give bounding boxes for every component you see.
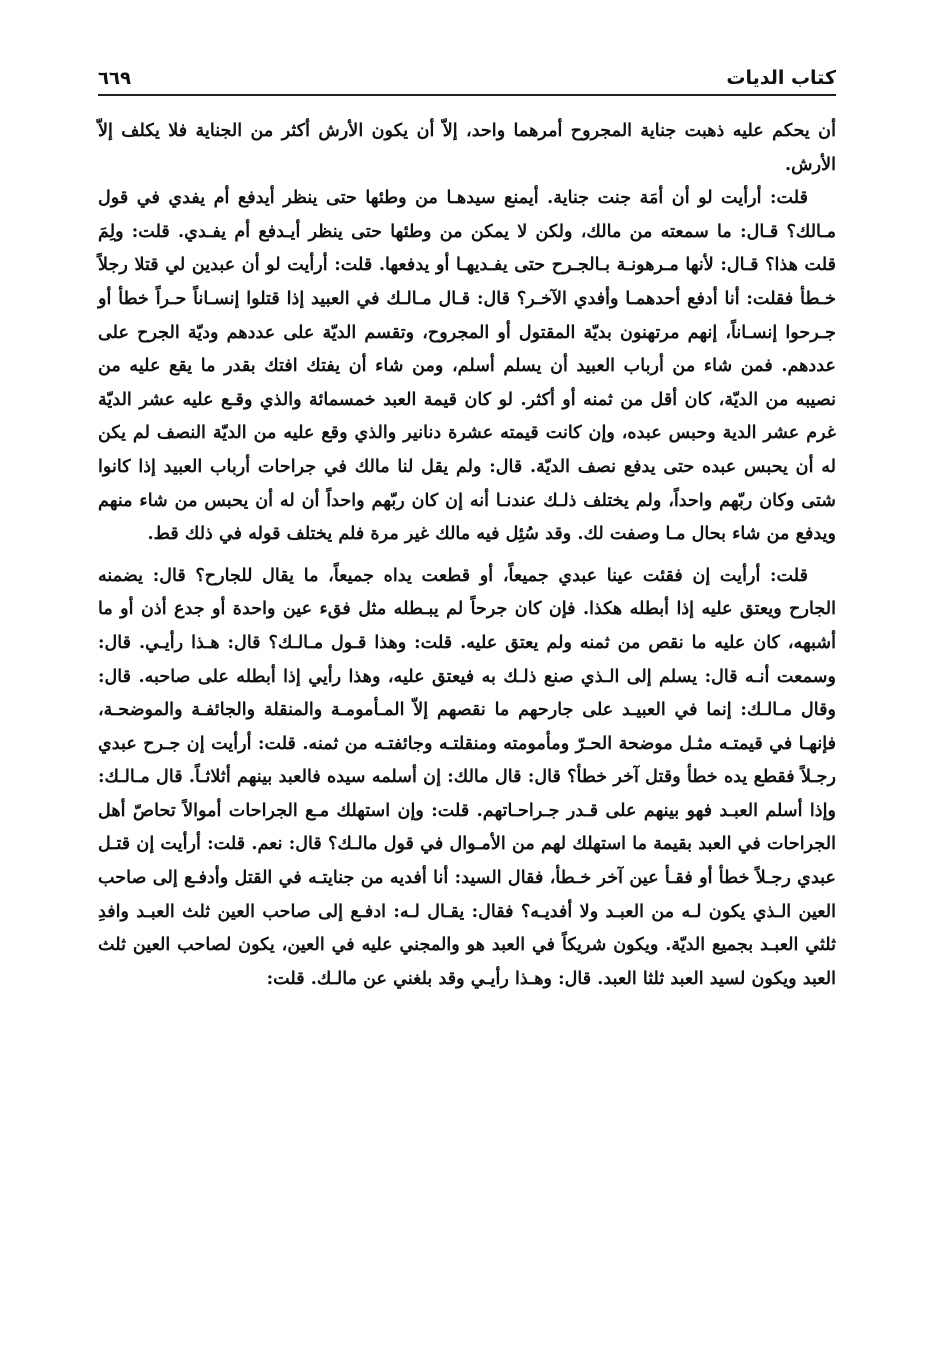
body-text bbox=[98, 114, 836, 995]
book-title: كتاب الديات bbox=[726, 67, 836, 89]
page-number: ٦٦٩ bbox=[98, 68, 131, 89]
paragraph: أن يحكم عليه ذهبت جناية المجروح أمرهما واحد، إلاّ أن يكون الأرش أكثر من الجناية فلا يكلف إلاّ الأرش. bbox=[98, 120, 836, 175]
paragraph: قلت: أرأيت إن فقئت عينا عبدي جميعاً، أو قطعت يداه جميعاً، ما يقال للجارح؟ قال: يضمنه الجارح ويعتق عليه إذا أبطله هكذا. فإن كان جرحاً لم يبـطله مثل فقء عين واحدة أو جدع أذن أو ما أشبهه، كان عليه ما نقص من ثمنه ولم يعتق عليه. قلت: وهذا قـول مـالـك؟ قال: هـذا رأيـي. قال: وسمعت أنـه قال: يسلم إلى الـذي صنع ذلـك به فيعتق عليه، وهذا رأيي إذا أبطله على صاحبه. قال: وقال مـالـك: إنما في العبيـد على جارحهم ما نقصهم إلاّ المـأمومـة والمنقلة والجائفـة والموضحـة، فإنهـا في قيمتـه مثـل موضحة الحـرّ ومأمومته ومنقلتـه وجائفتـه من ثمنه. قلت: أرأيت إن جـرح عبدي رجـلاً فقطع يده خطأ وقتل آخر خطأ؟ قال: قال مالك: إن أسلمه سيده فالعبد بينهم أثلاثـاً. قال مـالـك: وإذا أسلم العبـد فهو بينهم على قـدر جـراحـاتهم. قلت: وإن استهلك مـع الجراحات أموالاً تحاصّ أهل الجراحات في العبد بقيمة ما استهلك لهم من الأمـوال في قول مالـك؟ قال: نعم. قلت: أرأيت إن قتـل عبدي رجـلاً خطأ أو فقـأ عين آخر خـطأ، فقال السيد: أنا أفديه من جنايتـه في القتل وأدفـع إلى صاحب العين الـذي يكون لـه من العبـد ولا أفديـه؟ فقال: يقـال لـه: ادفـع إلى صاحب العين ثلث العبـد وافدِ ثلثي العبـد بجميع الديّة. ويكون شريكاً في العبد هو والمجني عليه في العين، يكون لصاحب العين ثلث العبد ويكون لسيد العبد ثلثا العبد. قال: وهـذا رأيـي وقد بلغني عن مالـك. قلت: bbox=[98, 564, 836, 989]
book-page bbox=[98, 56, 836, 1316]
running-header bbox=[98, 56, 836, 96]
paragraph: قلت: أرأيت لو أن أمَة جنت جناية. أيمنع سيدهـا من وطئها حتى ينظر أيدفع أم يفدي في قول مـالك؟ قـال: ما سمعته من مالك، ولكن لا يمكن من وطئها حتى ينظر أيـدفع أم يفـدي. قلت: ولِمَ قلت هذا؟ قـال: لأنها مـرهونـة بـالجـرح حتى يفـديهـا أو يدفعها. قلت: أرأيت لو أن عبدين لي قتلا رجلاً خـطأ فقلت: أنا أدفع أحدهمـا وأفدي الآخـر؟ قال: قـال مـالـك في العبيد إذا قتلوا إنسـاناً حـراً خطأ أو جـرحوا إنسـاناً، إنهم مرتهنون بديّة المقتول أو المجروح، وتقسم الديّة على عددهم وديّة الجرح على عددهم. فمن شاء من أرباب العبيد أن يسلم أسلم، ومن شاء أن يفتك افتك بقدر ما يقع عليه من نصيبه من الديّة، كان أقل من ثمنه أو أكثر. لو كان قيمة العبد خمسمائة والذي وقـع عليه عشر الديّة غرم عشر الدية وحبس عبده، وإن كانت قيمته عشرة دنانير والذي وقع عليه من الديّة النصف لم يكن له أن يحبس عبده حتى يدفع نصف الديّة. قال: ولم يقل لنا مالك في جراحات أرباب العبيد إذا كانوا شتى وكان ربّهم واحداً، ولم يختلف ذلـك عندنـا أنه إن كان ربّهم واحداً أن له أن يحبس من شاء منهم ويدفع من شاء بحال مـا وصفت لك. وقد سُئِل فيه مالك غير مرة فلم يختلف قوله في ذلك قط. bbox=[98, 187, 836, 545]
